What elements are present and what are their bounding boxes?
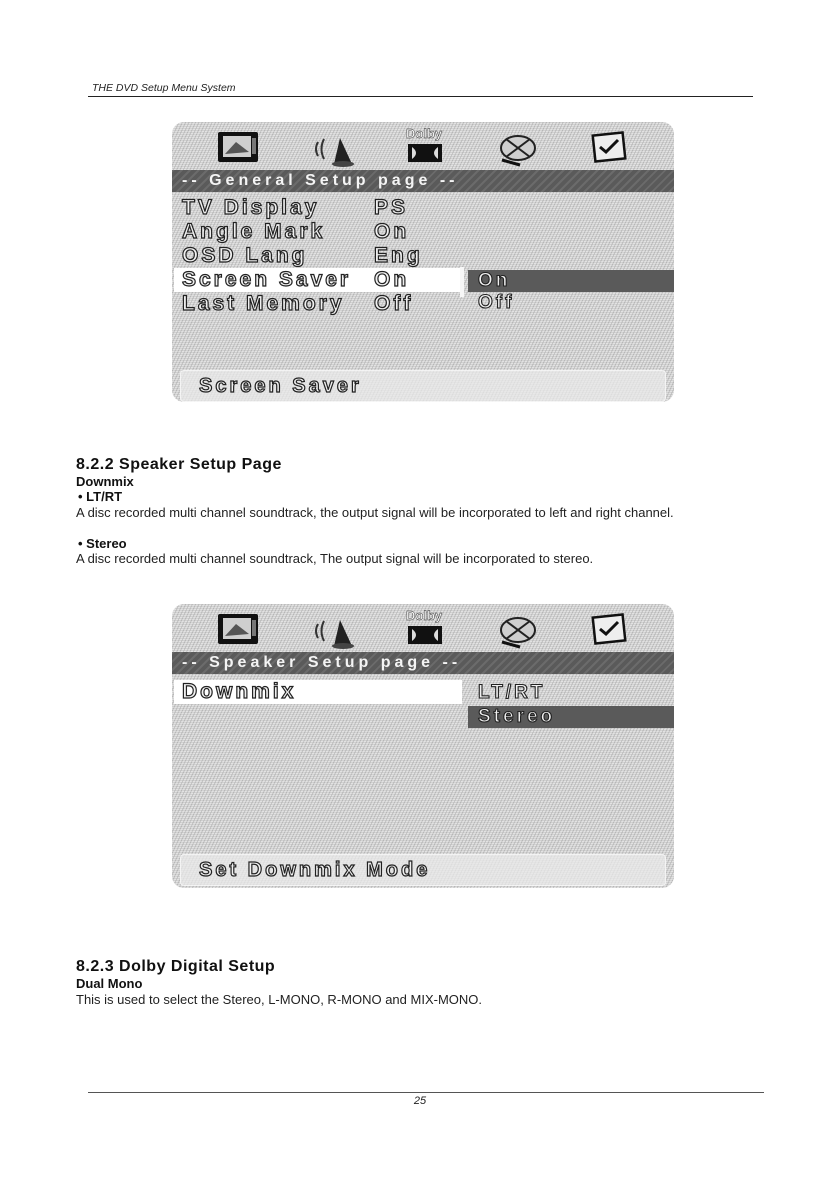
menu-label: Last Memory <box>182 292 345 315</box>
option-label: Stereo <box>478 706 556 727</box>
footer-rule <box>88 1092 764 1093</box>
option-on[interactable] <box>468 270 674 292</box>
osd-page-title: -- General Setup page -- <box>182 172 459 189</box>
menu-row-last-memory[interactable] <box>178 292 458 316</box>
status-text: Screen Saver <box>199 375 362 397</box>
osd-status-bar <box>180 370 666 402</box>
option-off[interactable] <box>468 292 674 314</box>
bullet-lt-rt: • LT/RT <box>78 489 123 504</box>
tv-icon[interactable] <box>214 612 262 653</box>
dolby-label: Dolby <box>406 608 443 623</box>
column-divider <box>460 267 464 297</box>
menu-row-tv-display[interactable] <box>178 196 458 220</box>
dolby-label: Dolby <box>406 126 443 141</box>
osd-status-bar <box>180 854 666 886</box>
menu-row-osd-lang[interactable] <box>178 244 458 268</box>
section-heading-823: 8.2.3 Dolby Digital Setup <box>76 958 276 975</box>
paragraph-lt-rt: A disc recorded multi channel soundtrack, the output signal will be incorporated to left and right channel. <box>76 505 674 520</box>
osd-page-title: -- Speaker Setup page -- <box>182 654 462 671</box>
osd-title-bar <box>172 652 674 674</box>
option-label: Off <box>478 292 515 313</box>
option-label: LT/RT <box>478 682 546 703</box>
menu-value: On <box>374 220 410 243</box>
menu-label: Angle Mark <box>182 220 326 243</box>
tv-icon[interactable] <box>214 130 262 171</box>
speaker-icon[interactable] <box>312 130 362 173</box>
osd-icon-bar <box>172 604 674 652</box>
page-number: 25 <box>413 1095 427 1107</box>
header-rule <box>88 96 753 97</box>
osd-title-bar <box>172 170 674 192</box>
disc-icon[interactable] <box>494 130 542 173</box>
preference-icon[interactable] <box>590 612 630 653</box>
paragraph-stereo: A disc recorded multi channel soundtrack, The output signal will be incorporated to stereo. <box>76 551 594 566</box>
disc-icon[interactable] <box>494 612 542 655</box>
menu-label: TV Display <box>182 196 320 219</box>
menu-row-screen-saver[interactable] <box>174 268 460 292</box>
option-lt-rt[interactable] <box>468 682 674 704</box>
menu-value: Off <box>374 292 414 315</box>
speaker-icon[interactable] <box>312 612 362 655</box>
osd-speaker-setup <box>172 604 674 888</box>
menu-label: OSD Lang <box>182 244 308 267</box>
dolby-icon[interactable] <box>404 126 448 166</box>
paragraph-dual-mono: This is used to select the Stereo, L-MONO, R-MONO and MIX-MONO. <box>76 992 482 1007</box>
preference-icon[interactable] <box>590 130 630 171</box>
osd-icon-bar <box>172 122 674 170</box>
status-text: Set Downmix Mode <box>199 859 431 881</box>
running-header: THE DVD Setup Menu System <box>92 82 236 94</box>
menu-value: On <box>374 268 410 291</box>
menu-value: PS <box>374 196 409 219</box>
menu-label: Screen Saver <box>182 268 352 291</box>
bullet-stereo: • Stereo <box>78 536 127 551</box>
subheading-dual-mono: Dual Mono <box>76 976 143 991</box>
osd-general-setup <box>172 122 674 402</box>
option-stereo[interactable] <box>468 706 674 728</box>
dolby-icon[interactable] <box>404 608 448 648</box>
subheading-downmix: Downmix <box>76 474 134 489</box>
menu-row-downmix[interactable] <box>174 680 462 704</box>
section-heading-822: 8.2.2 Speaker Setup Page <box>76 456 282 473</box>
menu-value: Eng <box>374 244 423 267</box>
menu-row-angle-mark[interactable] <box>178 220 458 244</box>
option-label: On <box>478 270 511 291</box>
menu-label: Downmix <box>182 680 297 703</box>
